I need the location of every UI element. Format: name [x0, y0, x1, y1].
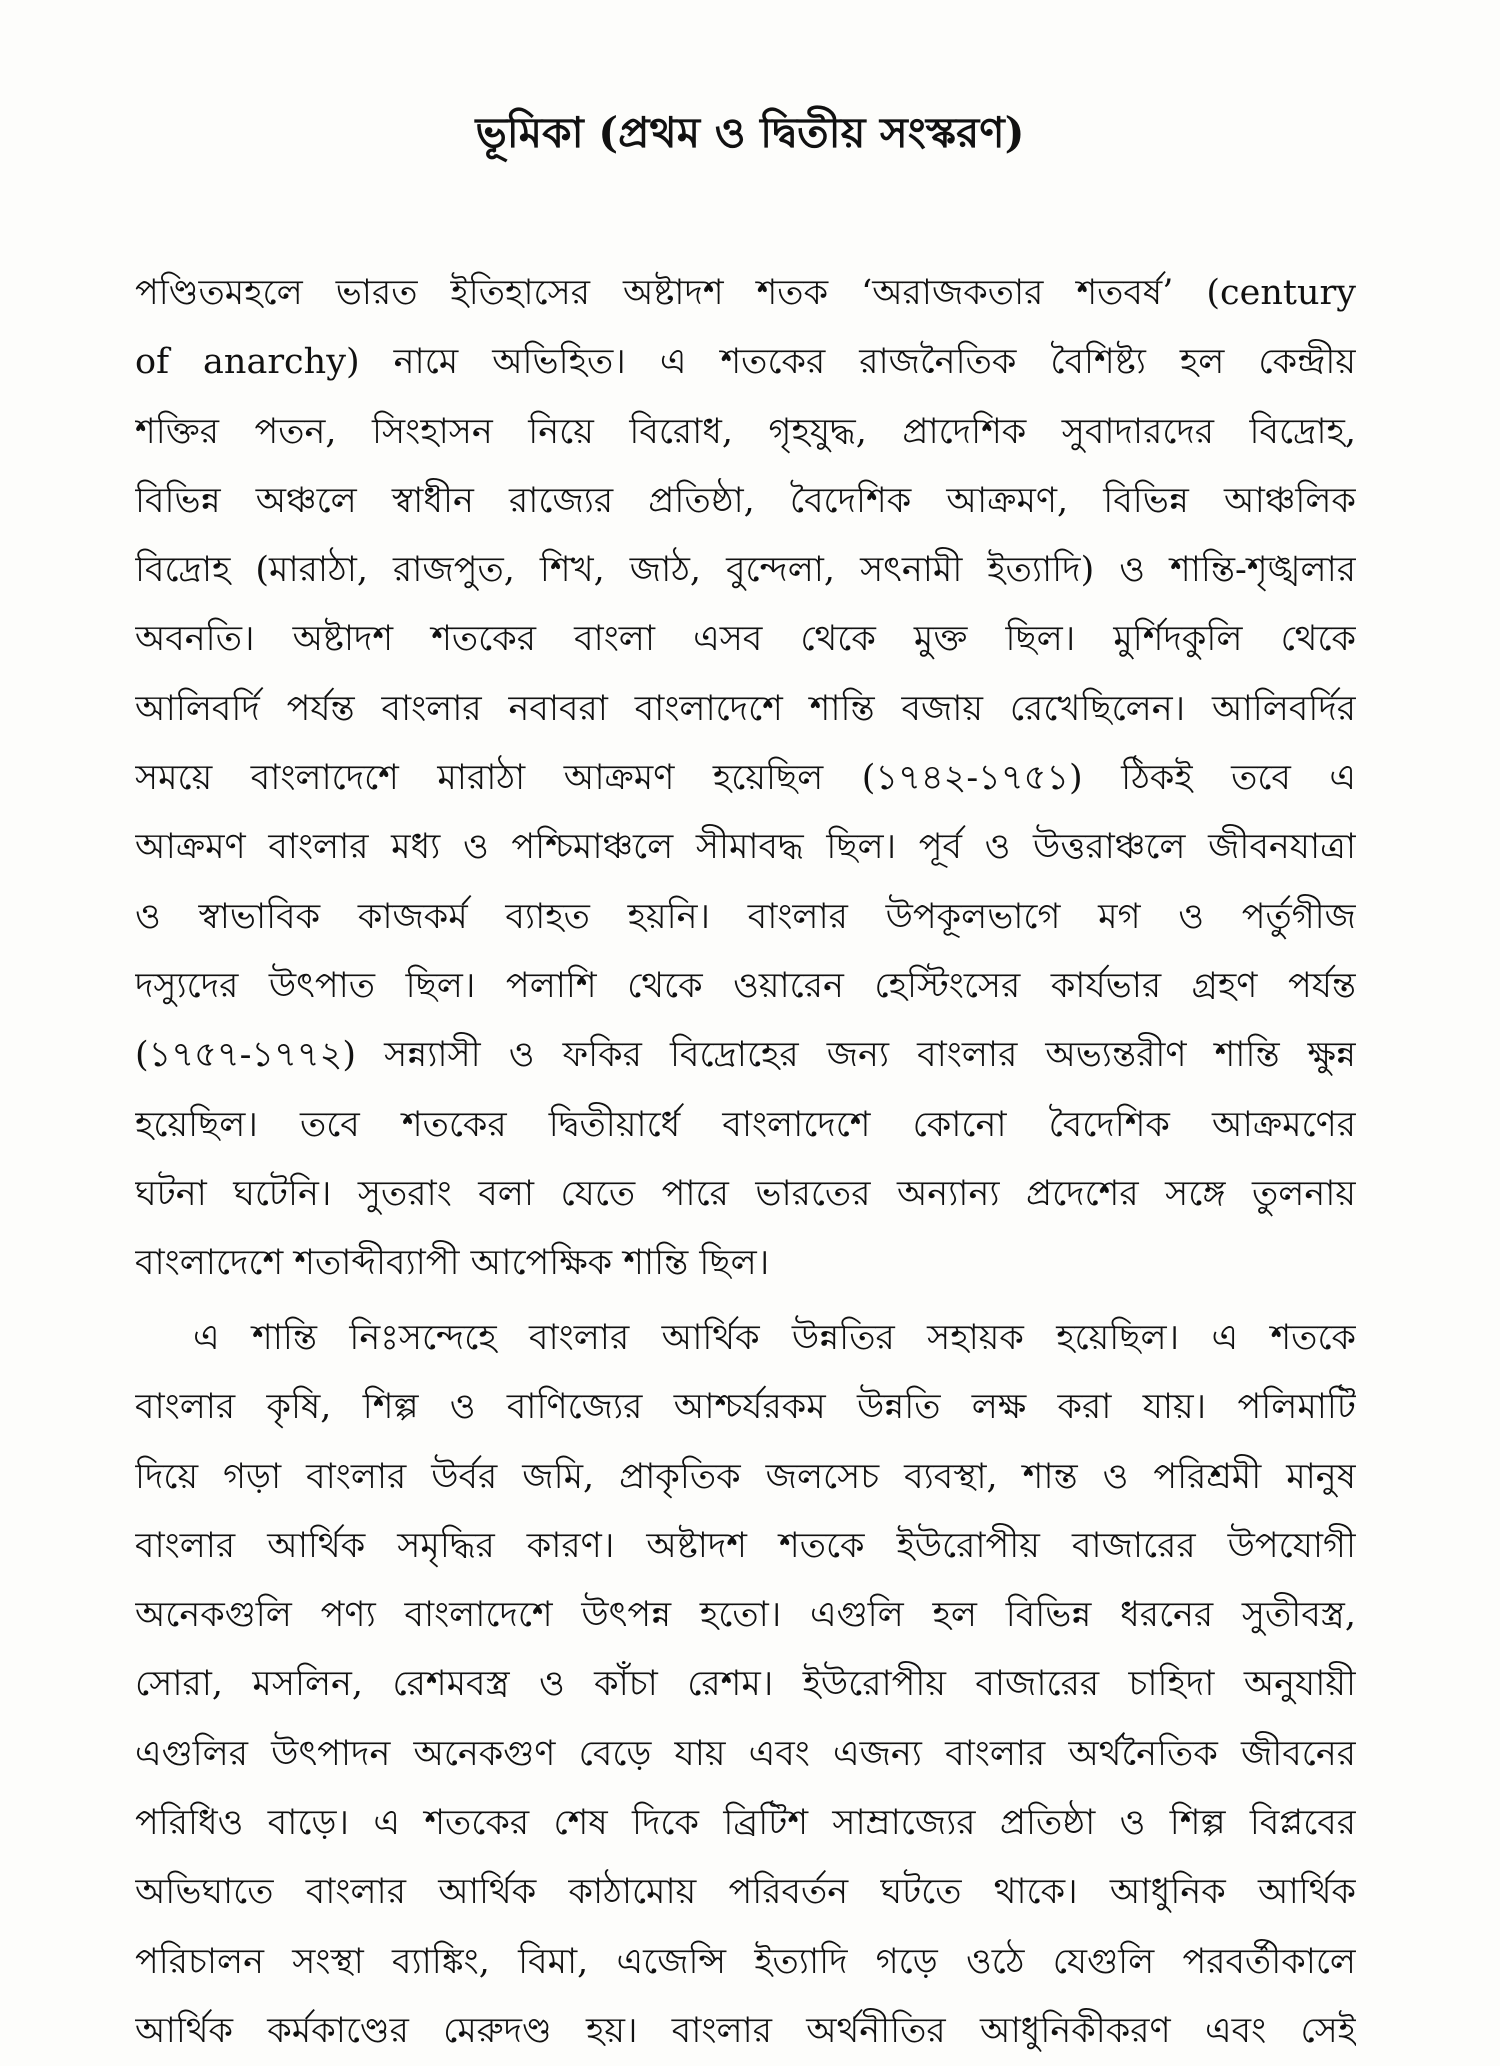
text-line: of anarchy) নামে অভিহিত। এ শতকের রাজনৈতিক বৈশিষ্ট্য হল কেন্দ্রীয়	[135, 342, 1356, 383]
text-line: পণ্ডিতমহলে ভারত ইতিহাসের অষ্টাদশ শতক ‘অরাজকতার শতবর্ষ’ (century	[135, 273, 1356, 313]
text-line: আর্থিক কর্মকাণ্ডের মেরুদণ্ড হয়। বাংলার অর্থনীতির আধুনিকীকরণ এবং সেই	[135, 2010, 1356, 2051]
text-line: অবনতি। অষ্টাদশ শতকের বাংলা এসব থেকে মুক্ত ছিল। মুর্শিদকুলি থেকে	[135, 619, 1356, 660]
text-line: এগুলির উৎপাদন অনেকগুণ বেড়ে যায় এবং এজন্য বাংলার অর্থনৈতিক জীবনের	[135, 1733, 1356, 1774]
text-line: বাংলাদেশে শতাব্দীব্যাপী আপেক্ষিক শান্তি ছিল।	[135, 1243, 770, 1284]
text-line: পরিধিও বাড়ে। এ শতকের শেষ দিকে ব্রিটিশ সাম্রাজ্যের প্রতিষ্ঠা ও শিল্প বিপ্লবের	[135, 1803, 1356, 1844]
text-line: ও স্বাভাবিক কাজকর্ম ব্যাহত হয়নি। বাংলার উপকূলভাগে মগ ও পর্তুগীজ	[135, 896, 1356, 937]
text-line: এ শান্তি নিঃসন্দেহে বাংলার আর্থিক উন্নতির সহায়ক হয়েছিল। এ শতকে	[193, 1318, 1356, 1358]
page-title: ভূমিকা (প্রথম ও দ্বিতীয় সংস্করণ)	[475, 108, 1025, 157]
text-line: বাংলার আর্থিক সমৃদ্ধির কারণ। অষ্টাদশ শতকে ইউরোপীয় বাজারের উপযোগী	[135, 1525, 1356, 1566]
text-line: সোরা, মসলিন, রেশমবস্ত্র ও কাঁচা রেশম। ইউরোপীয় বাজারের চাহিদা অনুযায়ী	[135, 1664, 1356, 1705]
text-line: বিদ্রোহ (মারাঠা, রাজপুত, শিখ, জাঠ, বুন্দেলা, সৎনামী ইত্যাদি) ও শান্তি-শৃঙ্খলার	[135, 550, 1356, 591]
text-line: আক্রমণ বাংলার মধ্য ও পশ্চিমাঞ্চলে সীমাবদ্ধ ছিল। পূর্ব ও উত্তরাঞ্চলে জীবনযাত্রা	[135, 827, 1356, 868]
text-line: আলিবর্দি পর্যন্ত বাংলার নবাবরা বাংলাদেশে শান্তি বজায় রেখেছিলেন। আলিবর্দির	[135, 688, 1356, 729]
paragraph-2	[135, 1304, 1356, 2066]
text-line: বাংলার কৃষি, শিল্প ও বাণিজ্যের আশ্চর্যরকম উন্নতি লক্ষ করা যায়। পলিমাটি	[135, 1387, 1356, 1428]
text-line: অভিঘাতে বাংলার আর্থিক কাঠামোয় পরিবর্তন ঘটতে থাকে। আধুনিক আর্থিক	[135, 1872, 1356, 1913]
text-line: সময়ে বাংলাদেশে মারাঠা আক্রমণ হয়েছিল (১৭৪২-১৭৫১) ঠিকই তবে এ	[135, 758, 1356, 799]
text-line: বিভিন্ন অঞ্চলে স্বাধীন রাজ্যের প্রতিষ্ঠা, বৈদেশিক আক্রমণ, বিভিন্ন আঞ্চলিক	[135, 480, 1356, 521]
text-line: (১৭৫৭-১৭৭২) সন্ন্যাসী ও ফকির বিদ্রোহের জন্য বাংলার অভ্যন্তরীণ শান্তি ক্ষুন্ন	[135, 1035, 1356, 1076]
text-line: দস্যুদের উৎপাত ছিল। পলাশি থেকে ওয়ারেন হেস্টিংসের কার্যভার গ্রহণ পর্যন্ত	[135, 965, 1356, 1006]
text-line: অনেকগুলি পণ্য বাংলাদেশে উৎপন্ন হতো। এগুলি হল বিভিন্ন ধরনের সুতীবস্ত্র,	[135, 1595, 1356, 1636]
text-line: শক্তির পতন, সিংহাসন নিয়ে বিরোধ, গৃহযুদ্ধ, প্রাদেশিক সুবাদারদের বিদ্রোহ,	[135, 411, 1356, 452]
text-line: ঘটনা ঘটেনি। সুতরাং বলা যেতে পারে ভারতের অন্যান্য প্রদেশের সঙ্গে তুলনায়	[135, 1173, 1356, 1214]
text-line: দিয়ে গড়া বাংলার উর্বর জমি, প্রাকৃতিক জলসেচ ব্যবস্থা, শান্ত ও পরিশ্রমী মানুষ	[135, 1456, 1356, 1497]
paragraph-1	[135, 259, 1356, 1298]
text-line: হয়েছিল। তবে শতকের দ্বিতীয়ার্ধে বাংলাদেশে কোনো বৈদেশিক আক্রমণের	[135, 1104, 1356, 1145]
text-line: পরিচালন সংস্থা ব্যাঙ্কিং, বিমা, এজেন্সি ইত্যাদি গড়ে ওঠে যেগুলি পরবর্তীকালে	[135, 1941, 1356, 1982]
